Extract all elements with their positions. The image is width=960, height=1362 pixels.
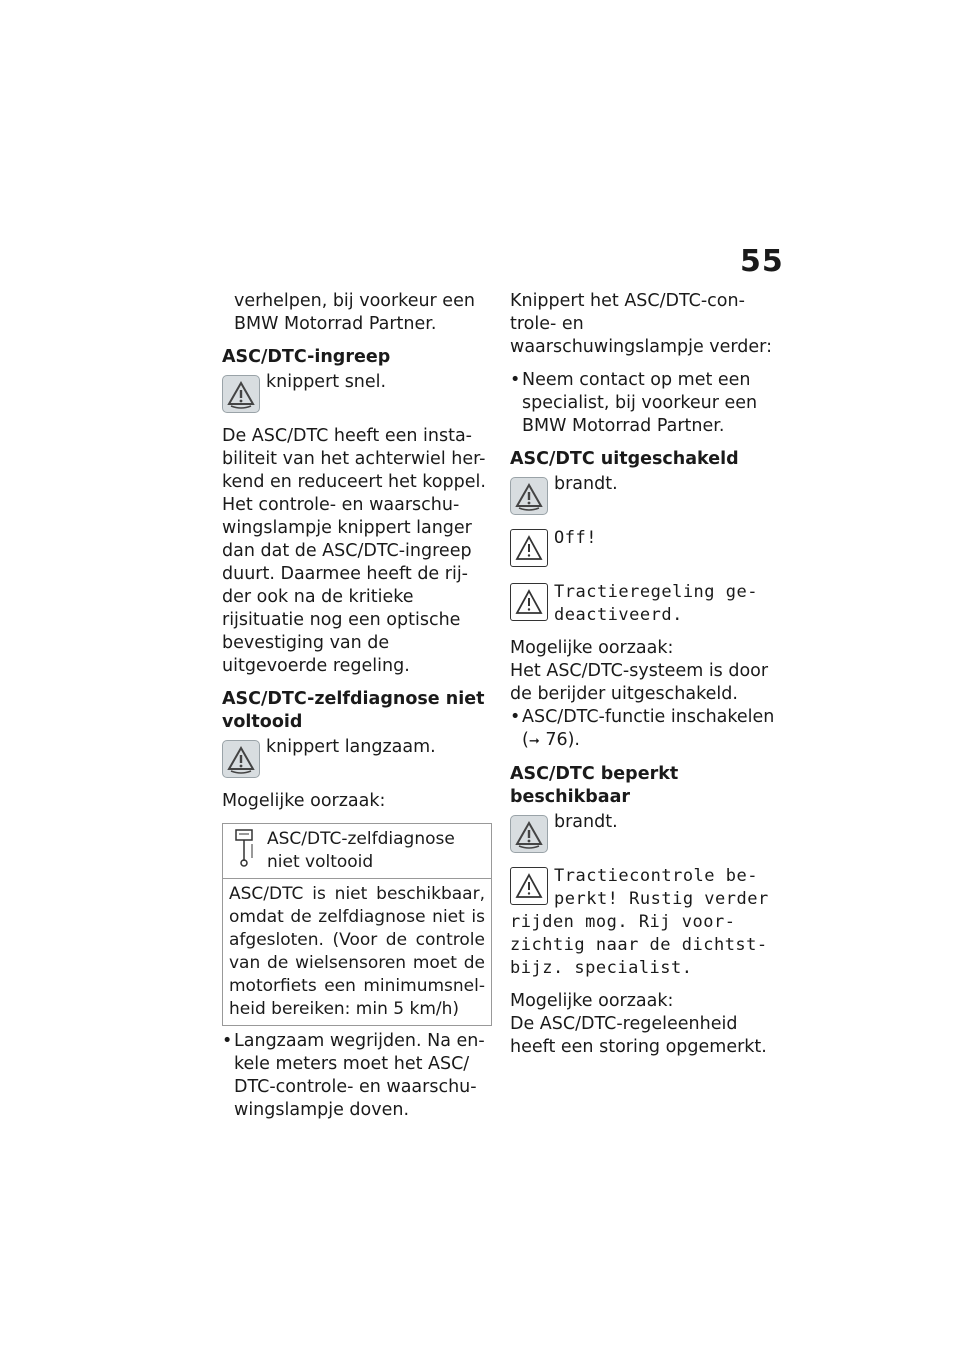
cause-label: Mogelijke oorzaak:: [510, 638, 674, 658]
info-box-body: ASC/DTC is niet beschikbaar, omdat de zelfdiagnose niet is afgesloten. (Voor de controle van de wielsensoren moet de motorfiets een minimumsnel-heid bereiken: min 5 km/h): [223, 879, 492, 1026]
cause-label: Mogelijke oorzaak:: [510, 991, 674, 1011]
cause-text: Het ASC/DTC-systeem is door de berijder uitgeschakeld.: [510, 661, 769, 704]
section-body: De ASC/DTC heeft een insta-biliteit van het achterwiel her-kend en reduceert het koppel. Het controle- en waarschu-wingslampje knippert langer dan dat de ASC/DTC-ingreep duurt. Daarmee heeft de rij-der ook na de kritieke rijsituatie nog een optische bevestiging van de uitgevoerde regeling.: [222, 426, 486, 676]
left-column: [222, 290, 494, 1132]
paragraph-continued: Knippert het ASC/DTC-con-trole- en waarschuwingslampje verder:: [510, 291, 772, 357]
display-message-line: rijden mog. Rij voor-: [510, 912, 736, 932]
instruction-bullet: • Neem contact op met een specialist, bij voorkeur een BMW Motorrad Partner.: [510, 369, 780, 438]
info-box: [222, 823, 492, 1026]
asc-dtc-warning-lamp-icon: [510, 815, 548, 853]
display-message-line: bijz. specialist.: [510, 958, 693, 978]
lamp-status-text: brandt.: [554, 812, 618, 832]
display-message-line: deactiveerd.: [554, 605, 683, 625]
cause-label: Mogelijke oorzaak:: [222, 791, 386, 811]
page-reference[interactable]: (➞ 76).: [522, 730, 580, 750]
display-message-row: [510, 581, 780, 627]
info-box-title: ASC/DTC-zelfdiagnose niet voltooid: [267, 829, 455, 872]
right-column: [510, 290, 780, 1059]
lamp-status-row: [222, 736, 494, 780]
cause-text: De ASC/DTC-regeleenheid heeft een storing opgemerkt.: [510, 1014, 767, 1057]
lamp-status-text: brandt.: [554, 474, 618, 494]
display-message-line: Tractiecontrole be-: [554, 866, 758, 886]
lamp-status-text: knippert langzaam.: [266, 737, 436, 757]
instruction-bullet: [510, 706, 780, 753]
display-message-row: [510, 527, 780, 571]
asc-dtc-warning-lamp-icon: [222, 740, 260, 778]
display-message-line: Tractieregeling ge-: [554, 582, 758, 602]
warning-triangle-icon: [510, 583, 548, 621]
asc-dtc-warning-lamp-icon: [510, 477, 548, 515]
section-heading-zelfdiagnose: ASC/DTC-zelfdiagnose niet voltooid: [222, 689, 485, 732]
instruction-bullet: • Langzaam wegrijden. Na en-kele meters moet het ASC/ DTC-controle- en waarschu-wingslampje doven.: [222, 1030, 494, 1122]
section-heading-beperkt: ASC/DTC beperkt beschikbaar: [510, 764, 679, 807]
instruction-text: ASC/DTC-functie inschakelen: [522, 707, 775, 727]
warning-triangle-icon: [510, 529, 548, 567]
lamp-status-row: [222, 371, 494, 415]
info-box-header: [223, 824, 492, 879]
page-number: 55: [740, 244, 784, 279]
lamp-status-text: knippert snel.: [266, 372, 387, 392]
display-message-text: Off!: [554, 528, 597, 548]
display-message-line: perkt! Rustig verder: [554, 889, 769, 909]
display-message-row: [510, 865, 780, 980]
asc-dtc-warning-lamp-icon: [222, 375, 260, 413]
section-heading-asc-dtc-ingreep: ASC/DTC-ingreep: [222, 347, 391, 367]
section-heading-uitgeschakeld: ASC/DTC uitgeschakeld: [510, 449, 739, 469]
lamp-status-row: [510, 811, 780, 855]
warning-triangle-icon: [510, 867, 548, 905]
paragraph-continued: verhelpen, bij voorkeur een BMW Motorrad Partner.: [234, 291, 475, 334]
lamp-status-row: [510, 473, 780, 517]
reference-arrow-icon: ➞: [528, 734, 540, 749]
service-wrench-icon: [233, 828, 255, 875]
display-message-line: zichtig naar de dichtst-: [510, 935, 768, 955]
